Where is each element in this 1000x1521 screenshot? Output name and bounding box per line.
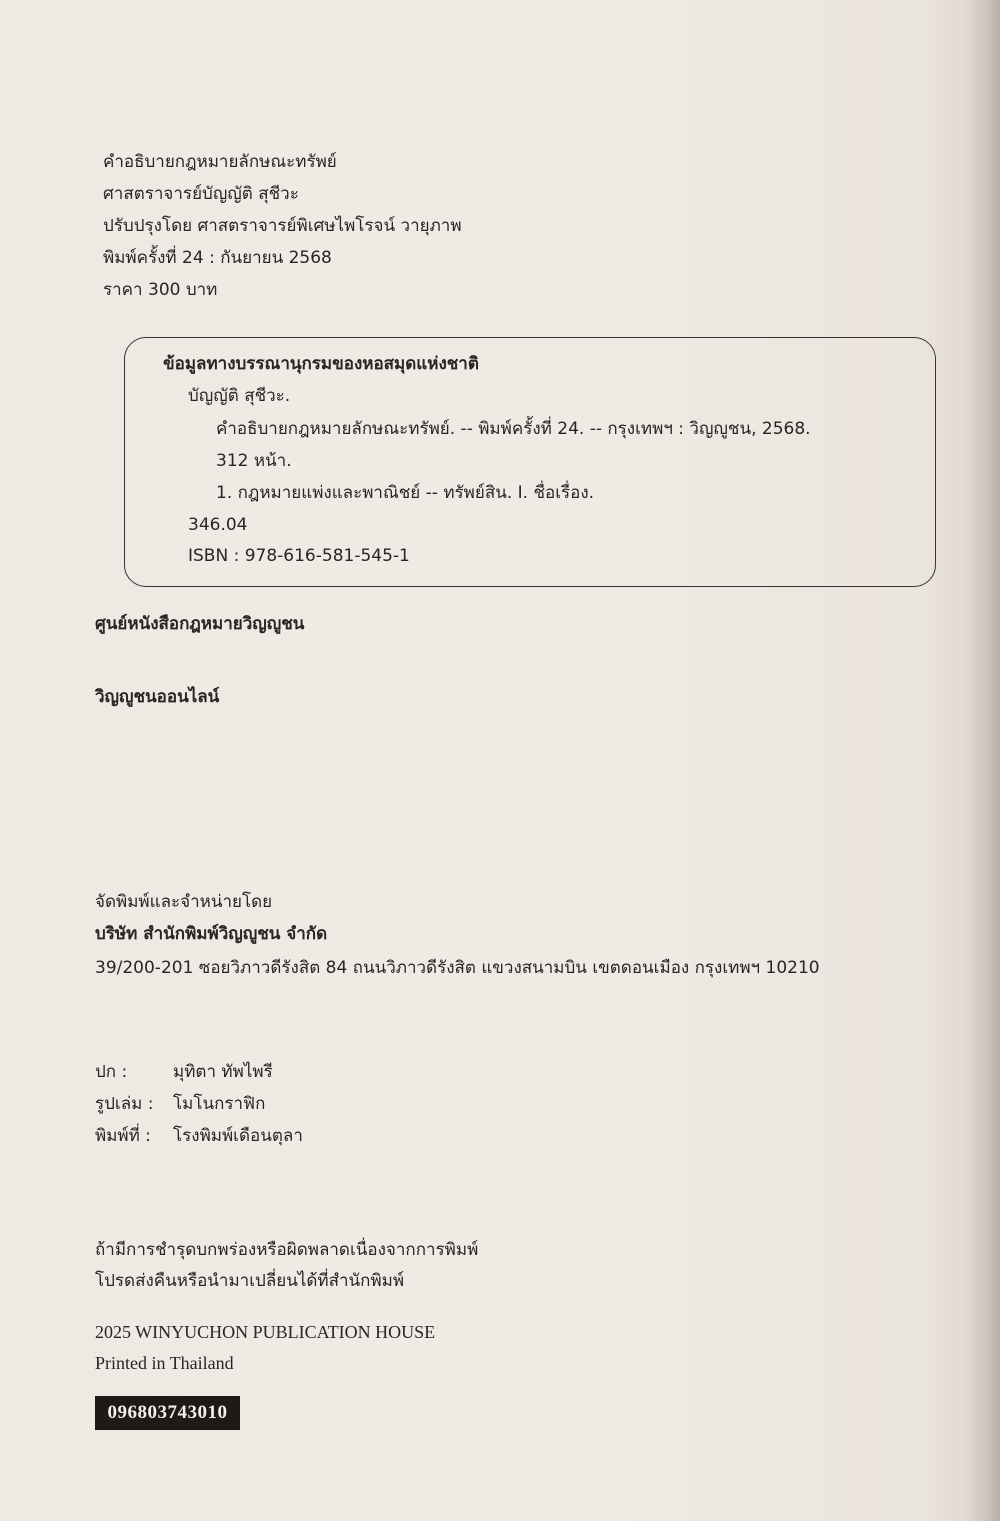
cip-isbn: ISBN : 978-616-581-545-1 <box>188 546 410 566</box>
cip-title-line: คำอธิบายกฎหมายลักษณะทรัพย์. -- พิมพ์ครั้งที่ 24. -- กรุงเทพฯ : วิญญูชน, 2568. <box>216 419 811 439</box>
page-edge-shadow <box>966 0 1000 1521</box>
printed-in-line: Printed in Thailand <box>95 1353 234 1373</box>
product-code-label: 096803743010 <box>95 1396 240 1430</box>
book-title: คำอธิบายกฎหมายลักษณะทรัพย์ <box>103 152 337 172</box>
publisher-name: บริษัท สำนักพิมพ์วิญญูชน จำกัด <box>95 924 328 944</box>
notice-line-1: ถ้ามีการชำรุดบกพร่องหรือผิดพลาดเนื่องจากการพิมพ์ <box>95 1240 479 1260</box>
credit-layout-value: โมโนกราฟิก <box>173 1094 266 1114</box>
book-price: ราคา 300 บาท <box>103 280 218 300</box>
book-revised-by: ปรับปรุงโดย ศาสตราจารย์พิเศษไพโรจน์ วายุภาพ <box>103 216 462 236</box>
book-edition: พิมพ์ครั้งที่ 24 : กันยายน 2568 <box>103 248 332 268</box>
bookstore-center: ศูนย์หนังสือกฎหมายวิญญูชน <box>95 614 305 634</box>
credit-layout-label: รูปเล่ม : <box>95 1094 154 1114</box>
credit-printer-label: พิมพ์ที่ : <box>95 1126 151 1146</box>
notice-line-2: โปรดส่งคืนหรือนำมาเปลี่ยนได้ที่สำนักพิมพ์ <box>95 1271 405 1291</box>
credit-cover-value: มุทิตา ทัพไพรี <box>173 1062 273 1082</box>
cip-heading: ข้อมูลทางบรรณานุกรมของหอสมุดแห่งชาติ <box>163 354 479 374</box>
publisher-address: 39/200-201 ซอยวิภาวดีรังสิต 84 ถนนวิภาวดีรังสิต แขวงสนามบิน เขตดอนเมือง กรุงเทพฯ 10210 <box>95 958 820 978</box>
book-author: ศาสตราจารย์บัญญัติ สุชีวะ <box>103 184 299 204</box>
credit-cover-label: ปก : <box>95 1062 128 1082</box>
copyright-line: 2025 WINYUCHON PUBLICATION HOUSE <box>95 1322 436 1342</box>
cip-subjects: 1. กฎหมายแพ่งและพาณิชย์ -- ทรัพย์สิน. I. ชื่อเรื่อง. <box>216 483 595 503</box>
publisher-intro: จัดพิมพ์และจำหน่ายโดย <box>95 892 273 912</box>
cip-pages: 312 หน้า. <box>216 451 292 471</box>
online-store: วิญญูชนออนไลน์ <box>95 687 220 707</box>
cip-author: บัญญัติ สุชีวะ. <box>188 386 291 406</box>
credit-printer-value: โรงพิมพ์เดือนตุลา <box>173 1126 303 1146</box>
cip-classification: 346.04 <box>188 515 248 535</box>
